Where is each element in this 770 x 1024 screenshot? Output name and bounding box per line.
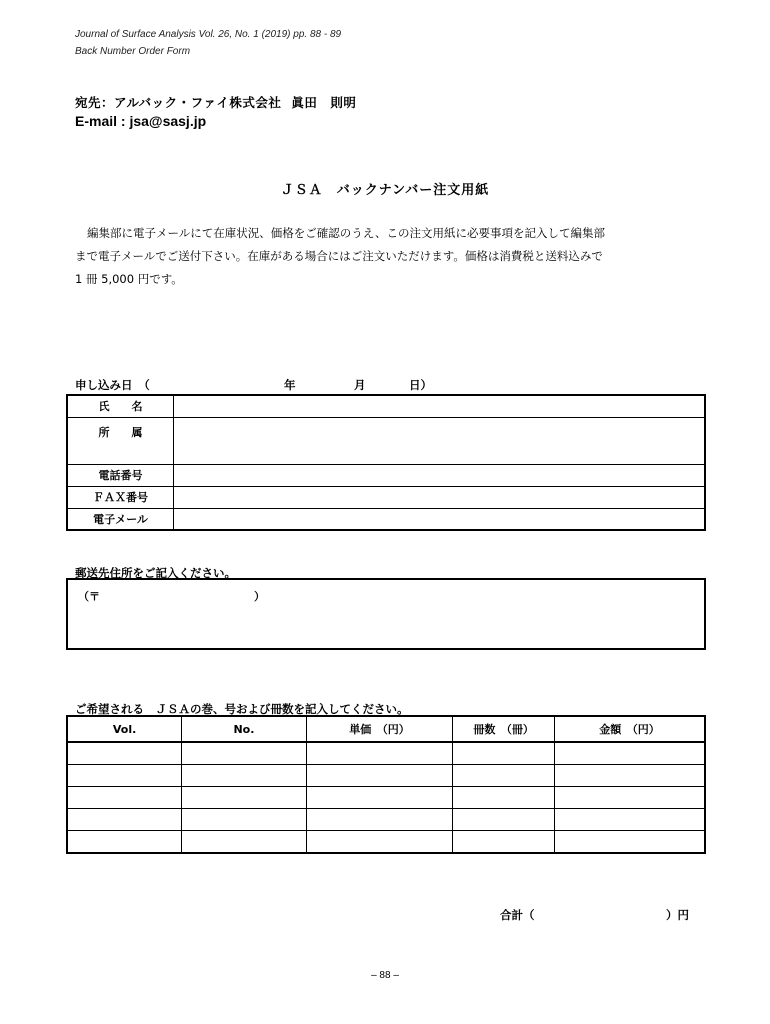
- amount-cell[interactable]: [554, 809, 705, 831]
- vol-cell[interactable]: [67, 831, 182, 854]
- unit-price-cell[interactable]: [306, 831, 453, 854]
- addressee-company: 宛先：アルバック・ファイ株式会社: [75, 95, 282, 110]
- vol-cell[interactable]: [67, 787, 182, 809]
- addressee: [75, 93, 356, 111]
- quantity-cell[interactable]: [453, 809, 555, 831]
- page-number: – 88 –: [371, 970, 399, 981]
- postal-address-field[interactable]: [66, 578, 706, 650]
- phone-label: 電話番号: [67, 464, 174, 486]
- amount-cell[interactable]: [554, 765, 705, 787]
- table-row: [67, 809, 705, 831]
- column-header-amount: 金額 （円）: [554, 716, 705, 742]
- order-instructions: ご希望される ＪＳＡの巻、号および冊数を記入してください。: [75, 702, 409, 716]
- day-label: 日）: [409, 378, 432, 392]
- email-field[interactable]: [174, 508, 706, 530]
- postal-code-close: ）: [254, 590, 265, 603]
- email-label: 電子メール: [67, 508, 174, 530]
- no-cell[interactable]: [182, 809, 307, 831]
- vol-cell[interactable]: [67, 765, 182, 787]
- unit-price-cell[interactable]: [306, 809, 453, 831]
- postal-address-label: 郵送先住所をご記入ください。: [75, 566, 236, 580]
- amount-cell[interactable]: [554, 831, 705, 854]
- vol-cell[interactable]: [67, 742, 182, 765]
- phone-field[interactable]: [174, 464, 706, 486]
- addressee-person: 眞田 則明: [291, 95, 357, 110]
- table-row: [67, 742, 705, 765]
- table-row: [67, 787, 705, 809]
- month-label: 月: [354, 378, 366, 392]
- no-cell[interactable]: [182, 831, 307, 854]
- column-header-quantity: 冊数 （冊）: [453, 716, 555, 742]
- application-date: [75, 377, 455, 393]
- application-date-label: 申し込み日 （: [75, 378, 150, 392]
- fax-field[interactable]: [174, 486, 706, 508]
- unit-price-cell[interactable]: [306, 787, 453, 809]
- fax-label: ＦＡＸ番号: [67, 486, 174, 508]
- no-cell[interactable]: [182, 765, 307, 787]
- intro-line-1: 編集部に電子メールにて在庫状況、価格をご確認のうえ、この注文用紙に必要事項を記入して編集部: [87, 226, 605, 240]
- year-label: 年: [284, 378, 296, 392]
- unit-price-cell[interactable]: [306, 742, 453, 765]
- column-header-vol: Vol.: [67, 716, 182, 742]
- name-label: 氏 名: [67, 395, 174, 417]
- name-field[interactable]: [174, 395, 706, 417]
- column-header-no: No.: [182, 716, 307, 742]
- form-name: Back Number Order Form: [75, 46, 191, 57]
- quantity-cell[interactable]: [453, 742, 555, 765]
- order-table: [66, 715, 706, 854]
- total: [500, 907, 710, 923]
- intro-text: [75, 222, 705, 291]
- unit-price-cell[interactable]: [306, 765, 453, 787]
- intro-line-2: まで電子メールでご送付下さい。在庫がある場合にはご注文いただけます。価格は消費税と送料込みで: [75, 249, 603, 263]
- addressee-email[interactable]: E-mail : jsa@sasj.jp: [75, 113, 207, 129]
- no-cell[interactable]: [182, 742, 307, 765]
- quantity-cell[interactable]: [453, 765, 555, 787]
- amount-cell[interactable]: [554, 787, 705, 809]
- amount-cell[interactable]: [554, 742, 705, 765]
- affiliation-field[interactable]: [174, 417, 706, 464]
- vol-cell[interactable]: [67, 809, 182, 831]
- column-header-unit-price: 単価 （円）: [306, 716, 453, 742]
- quantity-cell[interactable]: [453, 831, 555, 854]
- applicant-info-table: [66, 394, 706, 531]
- total-suffix: ）円: [666, 908, 689, 922]
- intro-line-3: 1 冊 5,000 円です。: [75, 272, 183, 286]
- page-title: ＪＳＡ バックナンバー注文用紙: [280, 183, 490, 198]
- table-row: [67, 765, 705, 787]
- journal-citation: Journal of Surface Analysis Vol. 26, No. 1 (2019) pp. 88 - 89: [75, 29, 342, 40]
- table-row: [67, 831, 705, 854]
- total-label: 合計（: [500, 908, 535, 922]
- no-cell[interactable]: [182, 787, 307, 809]
- quantity-cell[interactable]: [453, 787, 555, 809]
- affiliation-label: 所 属: [67, 417, 174, 464]
- postal-code-open: （〒: [78, 590, 100, 603]
